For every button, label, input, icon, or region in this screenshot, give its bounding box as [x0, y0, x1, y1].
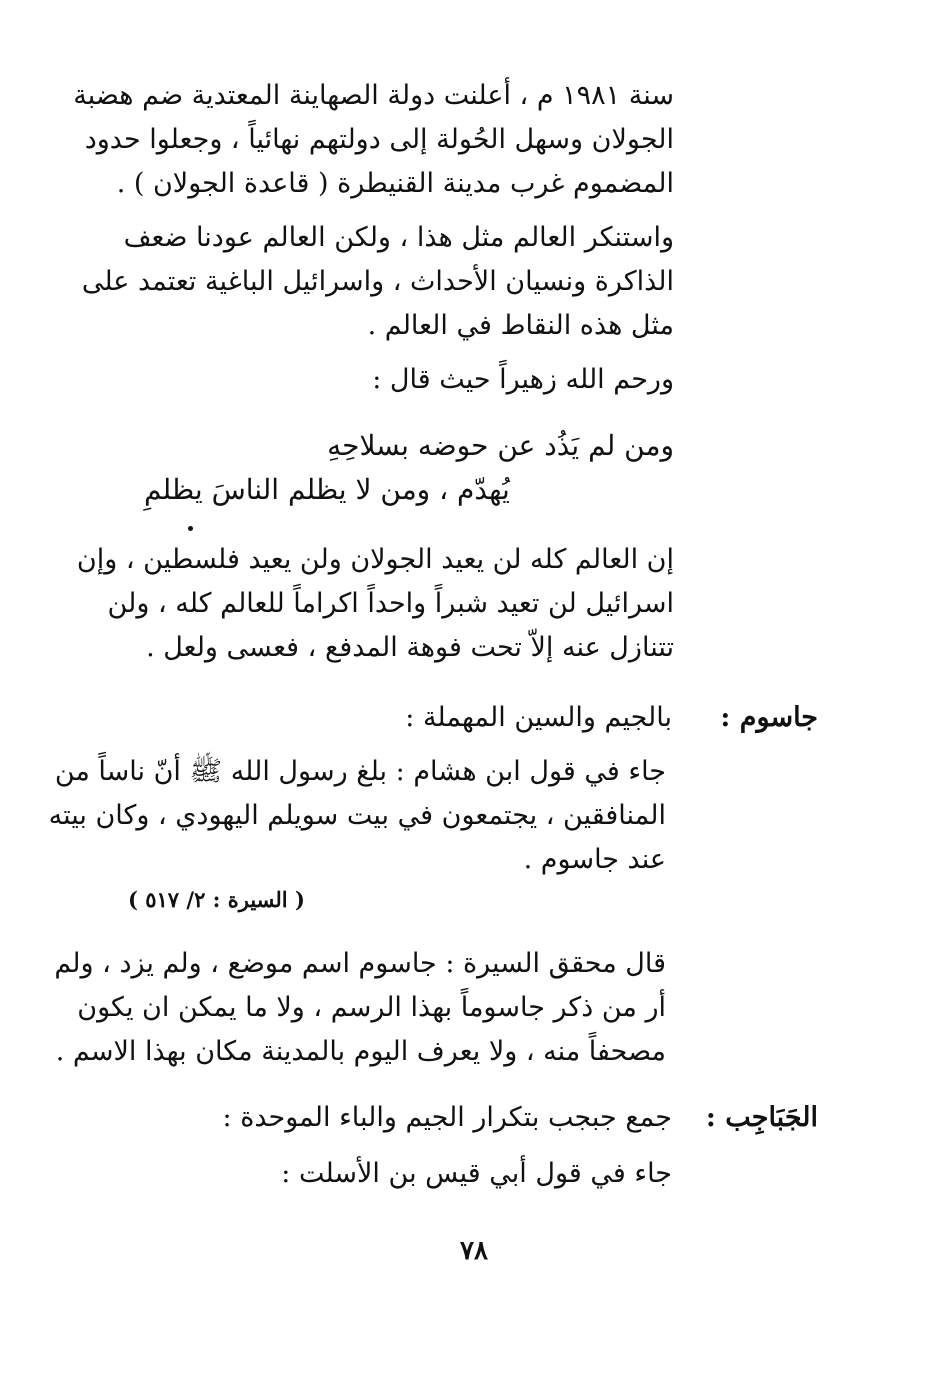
intro-line-3: المضموم غرب مدينة القنيطرة ( قاعدة الجولان ) .: [116, 168, 674, 199]
entry-jasum-line-1: جاء في قول ابن هشام : بلغ رسول الله ﷺ أنّ ناساً من: [54, 756, 666, 787]
para4-line-2: اسرائيل لن تعيد شبراً واحداً اكراماً للعالم كله ، ولن: [107, 588, 674, 619]
entry-jabajib-line: جاء في قول أبي قيس بن الأسلت :: [281, 1158, 672, 1189]
para3-line: ورحم الله زهيراً حيث قال :: [372, 364, 674, 395]
entry-jasum-note-line-2: أر من ذكر جاسوماً بهذا الرسم ، ولا ما يمكن ان يكون: [77, 992, 666, 1023]
verse-line-1: ومن لم يَذُد عن حوضه بسلاحِهِ: [327, 429, 674, 462]
entry-jabajib-term: الجَبَاجِب :: [705, 1102, 818, 1133]
entry-jasum-line-3: عند جاسوم .: [523, 844, 666, 875]
entry-jasum-citation: ( السيرة : ٢/ ٥١٧ ): [128, 887, 305, 912]
entry-jasum-note-line-3: مصحفاً منه ، ولا يعرف اليوم بالمدينة مكان بهذا الاسم .: [55, 1036, 666, 1067]
para2-line-3: مثل هذه النقاط في العالم .: [367, 310, 674, 341]
entry-jasum-note-line-1: قال محقق السيرة : جاسوم اسم موضع ، ولم يزد ، ولم: [54, 948, 666, 979]
page-number: ٧٨: [460, 1236, 488, 1266]
entry-jasum-definition: بالجيم والسين المهملة :: [405, 702, 672, 733]
para4-line-3: تتنازل عنه إلاّ تحت فوهة المدفع ، فعسى ولعل .: [146, 632, 674, 663]
verse-line-2-text: يُهدّم ، ومن لا يظلم الناسَ يظلمِ: [144, 473, 510, 506]
entry-jasum-term: جاسوم :: [720, 702, 818, 733]
entry-jasum-line-2: المنافقين ، يجتمعون في بيت سويلم اليهودي ، وكان بيته: [48, 800, 666, 831]
intro-line-1: سنة ١٩٨١ م ، أعلنت دولة الصهاينة المعتدية ضم هضبة: [73, 80, 674, 111]
para2-line-1: واستنكر العالم مثل هذا ، ولكن العالم عودنا ضعف: [123, 222, 674, 253]
entry-jabajib-definition: جمع جبجب بتكرار الجيم والباء الموحدة :: [222, 1102, 672, 1133]
para2-line-2: الذاكرة ونسيان الأحداث ، واسرائيل الباغية تعتمد على: [81, 266, 674, 297]
verse-line-2: [134, 470, 674, 510]
decorative-dot: [188, 526, 193, 531]
intro-line-2: الجولان وسهل الحُولة إلى دولتهم نهائياً ، وجعلوا حدود: [84, 124, 674, 155]
para4-line-1: إن العالم كله لن يعيد الجولان ولن يعيد فلسطين ، وإن: [76, 544, 674, 575]
